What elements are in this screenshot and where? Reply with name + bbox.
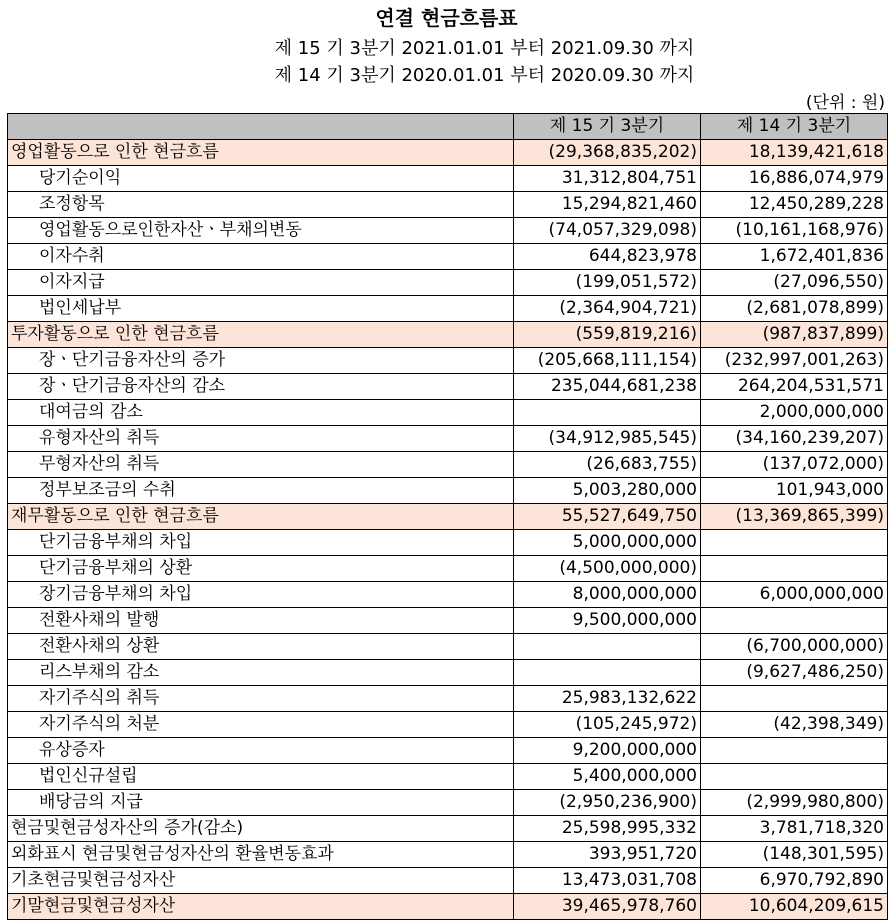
table-row [8, 660, 888, 686]
current-period-value: 55,527,649,750 [514, 504, 701, 530]
row-label: 이자수취 [8, 244, 514, 270]
row-label: 영업활동으로 인한 현금흐름 [8, 140, 514, 166]
header-current-period: 제 15 기 3분기 [514, 114, 701, 140]
table-row [8, 608, 888, 634]
current-period-value: 644,823,978 [514, 244, 701, 270]
row-label: 조정항목 [8, 192, 514, 218]
row-label: 당기순이익 [8, 166, 514, 192]
section-row [8, 894, 888, 920]
current-period-value: (2,950,236,900) [514, 790, 701, 816]
prior-period-value: (148,301,595) [701, 842, 888, 868]
section-row [8, 868, 888, 894]
table-row [8, 712, 888, 738]
row-label: 무형자산의 취득 [8, 452, 514, 478]
table-row [8, 686, 888, 712]
prior-period-value: 10,604,209,615 [701, 894, 888, 920]
table-row [8, 790, 888, 816]
row-label: 유형자산의 취득 [8, 426, 514, 452]
prior-period-value [701, 738, 888, 764]
table-row [8, 166, 888, 192]
prior-period-value: (13,369,865,399) [701, 504, 888, 530]
row-label: 재무활동으로 인한 현금흐름 [8, 504, 514, 530]
current-period-value: 9,200,000,000 [514, 738, 701, 764]
row-label: 장ㆍ단기금융자산의 증가 [8, 348, 514, 374]
table-row [8, 556, 888, 582]
row-label: 투자활동으로 인한 현금흐름 [8, 322, 514, 348]
row-label: 전환사채의 상환 [8, 634, 514, 660]
section-row [8, 504, 888, 530]
row-label: 자기주식의 취득 [8, 686, 514, 712]
table-row [8, 530, 888, 556]
row-label: 기말현금및현금성자산 [8, 894, 514, 920]
prior-period-value: (232,997,001,263) [701, 348, 888, 374]
prior-period-value: 12,450,289,228 [701, 192, 888, 218]
prior-period-value: (10,161,168,976) [701, 218, 888, 244]
current-period-value: (559,819,216) [514, 322, 701, 348]
prior-period-value: (42,398,349) [701, 712, 888, 738]
table-row [8, 478, 888, 504]
prior-period-value: 3,781,718,320 [701, 816, 888, 842]
row-label: 정부보조금의 수취 [8, 478, 514, 504]
current-period-value: 9,500,000,000 [514, 608, 701, 634]
header-row [8, 114, 888, 140]
table-row [8, 634, 888, 660]
current-period: 제 15 기 3분기 2021.01.01 부터 2021.09.30 까지 [274, 38, 695, 59]
current-period-value: 5,003,280,000 [514, 478, 701, 504]
prior-period-value: 18,139,421,618 [701, 140, 888, 166]
table-row [8, 738, 888, 764]
prior-period-value: 101,943,000 [701, 478, 888, 504]
table-row [8, 400, 888, 426]
current-period-value: 15,294,821,460 [514, 192, 701, 218]
prior-period-value: (137,072,000) [701, 452, 888, 478]
table-row [8, 452, 888, 478]
table-row [8, 764, 888, 790]
prior-period: 제 14 기 3분기 2020.01.01 부터 2020.09.30 까지 [274, 65, 695, 86]
prior-period-value: (27,096,550) [701, 270, 888, 296]
current-period-value [514, 660, 701, 686]
table-row [8, 296, 888, 322]
prior-period-value: (9,627,486,250) [701, 660, 888, 686]
row-label: 법인신규설립 [8, 764, 514, 790]
row-label: 법인세납부 [8, 296, 514, 322]
current-period-value: (34,912,985,545) [514, 426, 701, 452]
current-period-value: 5,000,000,000 [514, 530, 701, 556]
row-label: 단기금융부채의 차입 [8, 530, 514, 556]
current-period-value [514, 634, 701, 660]
prior-period-value [701, 608, 888, 634]
table-row [8, 374, 888, 400]
row-label: 현금및현금성자산의 증가(감소) [8, 816, 514, 842]
cash-flow-table [7, 113, 888, 920]
prior-period-value: 264,204,531,571 [701, 374, 888, 400]
unit-label: (단위 : 원) [805, 93, 885, 113]
row-label: 장기금융부채의 차입 [8, 582, 514, 608]
current-period-value: (4,500,000,000) [514, 556, 701, 582]
row-label: 대여금의 감소 [8, 400, 514, 426]
prior-period-value: 6,000,000,000 [701, 582, 888, 608]
table-row [8, 218, 888, 244]
section-row [8, 816, 888, 842]
section-row [8, 322, 888, 348]
current-period-value [514, 400, 701, 426]
table-row [8, 270, 888, 296]
section-row [8, 842, 888, 868]
current-period-value: (199,051,572) [514, 270, 701, 296]
prior-period-value [701, 764, 888, 790]
current-period-value: 31,312,804,751 [514, 166, 701, 192]
prior-period-value: (2,681,078,899) [701, 296, 888, 322]
prior-period-value: (2,999,980,800) [701, 790, 888, 816]
table-row [8, 582, 888, 608]
header-item [8, 114, 514, 140]
document-title: 연결 현금흐름표 [375, 6, 518, 30]
table-row [8, 348, 888, 374]
current-period-value: (2,364,904,721) [514, 296, 701, 322]
current-period-value: 8,000,000,000 [514, 582, 701, 608]
current-period-value: (105,245,972) [514, 712, 701, 738]
current-period-value: 25,983,132,622 [514, 686, 701, 712]
row-label: 배당금의 지급 [8, 790, 514, 816]
current-period-value: 39,465,978,760 [514, 894, 701, 920]
current-period-value: 5,400,000,000 [514, 764, 701, 790]
row-label: 이자지급 [8, 270, 514, 296]
prior-period-value: (6,700,000,000) [701, 634, 888, 660]
header-prior-period: 제 14 기 3분기 [701, 114, 888, 140]
current-period-value: (29,368,835,202) [514, 140, 701, 166]
row-label: 기초현금및현금성자산 [8, 868, 514, 894]
row-label: 단기금융부채의 상환 [8, 556, 514, 582]
section-row [8, 140, 888, 166]
prior-period-value [701, 686, 888, 712]
prior-period-value: 2,000,000,000 [701, 400, 888, 426]
current-period-value: 13,473,031,708 [514, 868, 701, 894]
table-row [8, 192, 888, 218]
current-period-value: 25,598,995,332 [514, 816, 701, 842]
row-label: 전환사채의 발행 [8, 608, 514, 634]
row-label: 장ㆍ단기금융자산의 감소 [8, 374, 514, 400]
row-label: 리스부채의 감소 [8, 660, 514, 686]
current-period-value: (26,683,755) [514, 452, 701, 478]
prior-period-value: 1,672,401,836 [701, 244, 888, 270]
row-label: 외화표시 현금및현금성자산의 환율변동효과 [8, 842, 514, 868]
current-period-value: (205,668,111,154) [514, 348, 701, 374]
prior-period-value: (987,837,899) [701, 322, 888, 348]
row-label: 유상증자 [8, 738, 514, 764]
prior-period-value [701, 556, 888, 582]
prior-period-value: 16,886,074,979 [701, 166, 888, 192]
table-row [8, 426, 888, 452]
prior-period-value: 6,970,792,890 [701, 868, 888, 894]
row-label: 자기주식의 처분 [8, 712, 514, 738]
prior-period-value: (34,160,239,207) [701, 426, 888, 452]
current-period-value: (74,057,329,098) [514, 218, 701, 244]
current-period-value: 235,044,681,238 [514, 374, 701, 400]
current-period-value: 393,951,720 [514, 842, 701, 868]
table-row [8, 244, 888, 270]
row-label: 영업활동으로인한자산ㆍ부채의변동 [8, 218, 514, 244]
prior-period-value [701, 530, 888, 556]
